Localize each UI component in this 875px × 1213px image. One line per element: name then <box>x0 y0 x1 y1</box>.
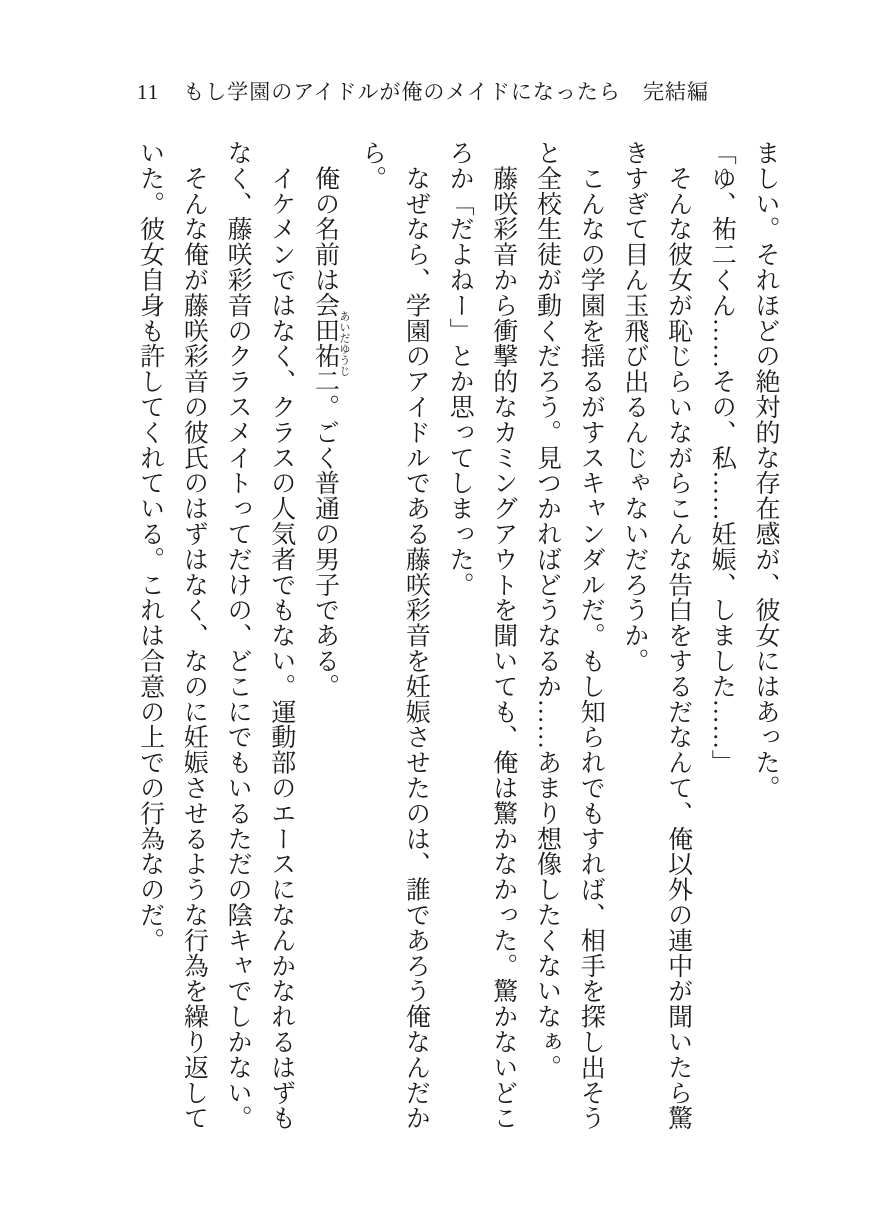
text-line: そんな彼女が恥じらいながらこんな告白をするだなんて、俺以外の連中が聞いたら驚 <box>664 140 692 1131</box>
text-line: きすぎて目ん玉飛び出るんじゃないだろうか。 <box>620 140 648 674</box>
text-line-with-ruby <box>303 140 350 1135</box>
ruby-base: 会田祐二 <box>311 292 339 395</box>
running-header <box>137 76 709 106</box>
text-segment: 。ごく普通の男子である。 <box>311 394 339 699</box>
body-text <box>128 140 787 1140</box>
text-line: いた。彼女自身も許してくれている。これは合意の上での行為なのだ。 <box>136 140 164 953</box>
text-line: なく、藤咲彩音のクラスメイトってだけの、どこにでもいるただの陰キャでしかない。 <box>224 140 252 1131</box>
text-line: ろか「だよねー」とか思ってしまった。 <box>446 140 474 598</box>
text-line: なぜなら、学園のアイドルである藤咲彩音を妊娠させたのは、誰であろう俺なんだか <box>402 140 430 1131</box>
text-line: ましい。それほどの絶対的な存在感が、彼女にはあった。 <box>752 140 779 801</box>
text-line: こんなの学園を揺るがすスキャンダルだ。もし知られでもすれば、相手を探し出そう <box>577 140 605 1131</box>
text-line: と全校生徒が動くだろう。見つかればどうなるか……あまり想像したくないなぁ。 <box>533 140 561 1080</box>
text-segment: 俺の名前は <box>311 140 339 293</box>
edition-label: 完結編 <box>642 80 709 104</box>
page-number: 11 <box>137 80 160 104</box>
text-line-dialogue: 「ゆ、祐二くん……その、私……妊娠、しました……」 <box>708 140 736 775</box>
ruby-text: あいだゆうじ <box>337 292 350 394</box>
text-line: ら。 <box>358 140 386 191</box>
text-line: イケメンではなく、クラスの人気者でもない。運動部のエースになんかなれるはずも <box>267 140 295 1131</box>
text-line: 藤咲彩音から衝撃的なカミングアウトを聞いても、俺は驚かなかった。驚かないどこ <box>489 140 517 1131</box>
text-line: そんな俺が藤咲彩音の彼氏のはずはなく、なのに妊娠させるような行為を繰り返して <box>180 140 208 1131</box>
book-title: もし学園のアイドルが俺のメイドになったら <box>183 80 621 104</box>
ruby-annotation <box>311 292 350 395</box>
